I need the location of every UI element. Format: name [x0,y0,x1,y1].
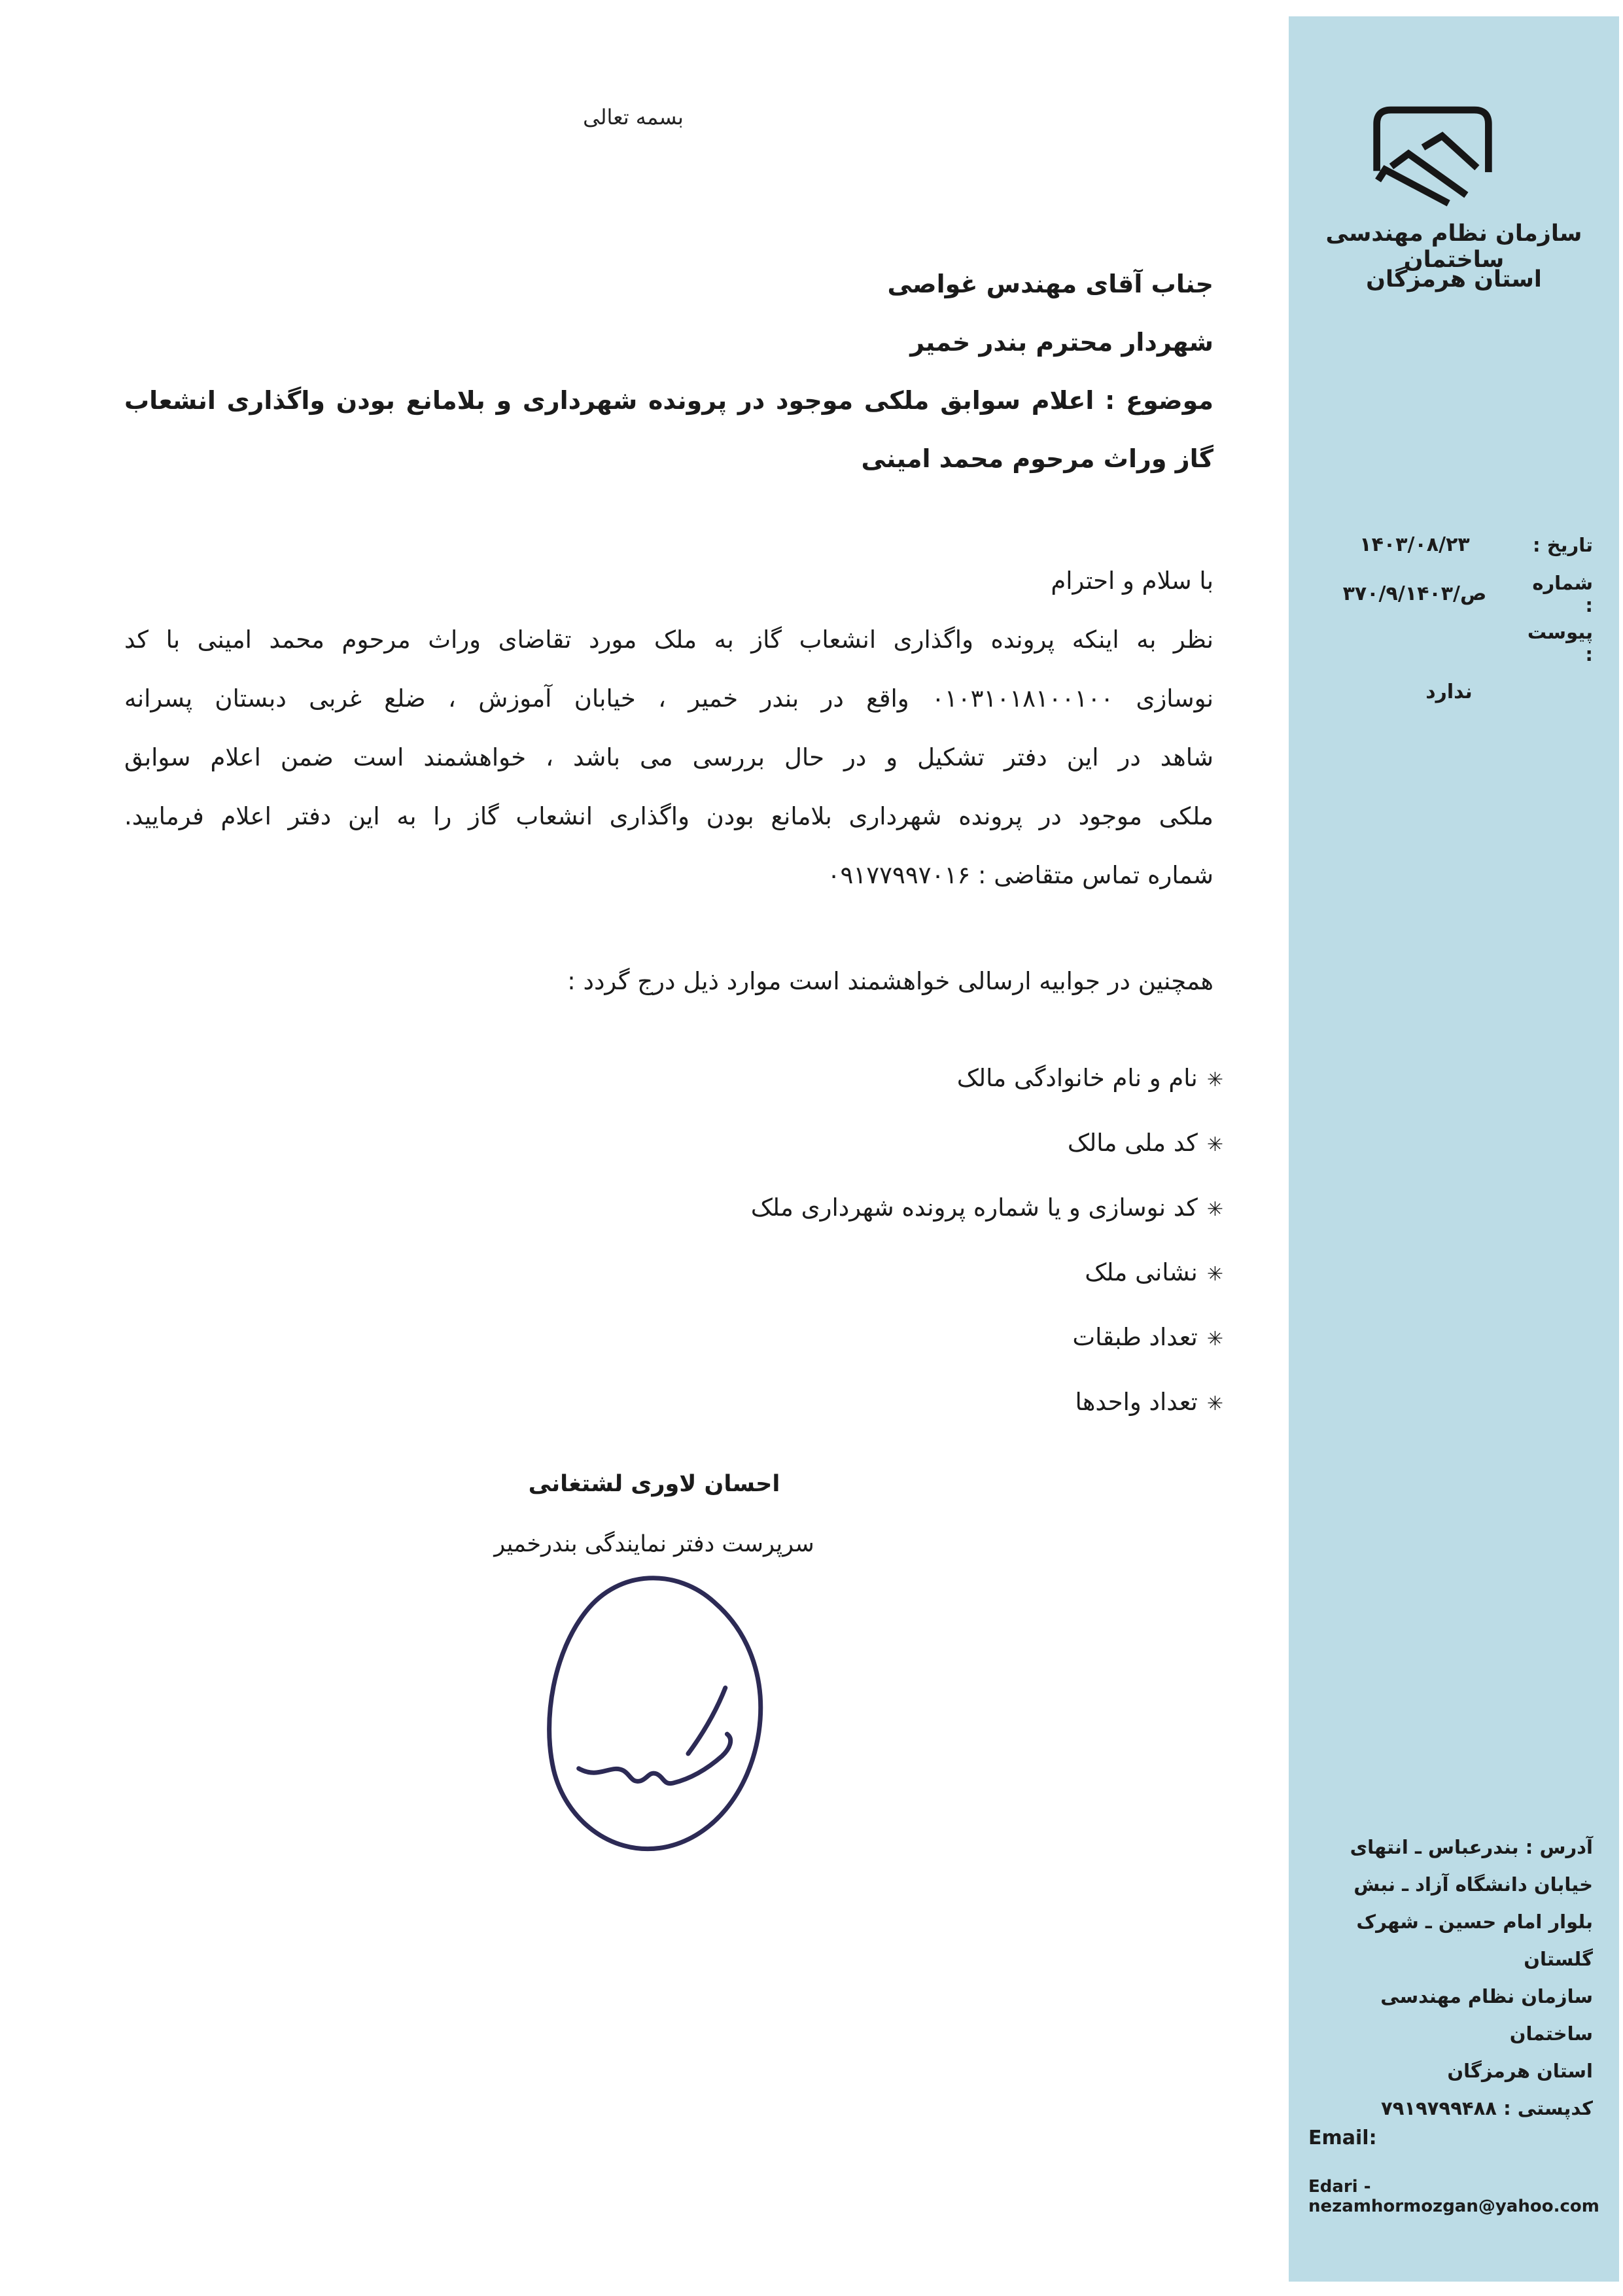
list-item [124,1371,1223,1436]
letterhead-sidebar [1289,16,1619,2282]
body-line: نوسازی ۰۱۰۳۱۰۱۸۱۰۰۱۰۰ واقع در بندر خمیر ، خیابان آموزش ، ضلع غربی دبستان پسرانه [124,684,1213,713]
email-block [1308,2127,1606,2216]
number-value: ص/۳۷۰/۹/۱۴۰۳ [1342,582,1487,605]
salutation-line: با سلام و احترام [1051,567,1213,595]
list-item [124,1112,1223,1176]
email-label: Email: [1308,2127,1377,2149]
asterisk-bullet-icon: ✳ [1206,1392,1223,1415]
besmele-heading: بسمه تعالی [583,105,684,130]
organization-province: استان هرمزگان [1366,266,1542,292]
list-item-text: کد ملی مالک [1067,1129,1198,1157]
organization-address-block [1302,1829,1593,2127]
postal-code-line: کدپستی : ۷۹۱۹۷۹۹۴۸۸ [1381,2097,1593,2119]
address-line: خیابان دانشگاه آزاد ـ نبش [1353,1873,1593,1896]
handwritten-signature [527,1557,801,1862]
asterisk-bullet-icon: ✳ [1206,1263,1223,1286]
signer-title: سرپرست دفتر نمایندگی بندرخمیر [494,1531,814,1557]
list-item [124,1241,1223,1306]
list-item-text: کد نوسازی و یا شماره پرونده شهرداری ملک [750,1193,1198,1222]
address-line: گلستان [1524,1948,1593,1970]
list-item [124,1306,1223,1371]
list-item-text: تعداد واحدها [1075,1388,1198,1416]
address-line: استان هرمزگان [1447,2060,1593,2082]
asterisk-bullet-icon: ✳ [1206,1328,1223,1351]
organization-name: سازمان نظام مهندسی ساختمان [1325,221,1582,273]
list-item-text: تعداد طبقات [1072,1323,1198,1351]
request-line [124,952,1213,1011]
email-address: Edari - nezamhormozgan@yahoo.com [1308,2177,1599,2216]
date-value: ۱۴۰۳/۰۸/۲۳ [1359,533,1470,556]
address-line: آدرس : بندرعباس ـ انتهای [1350,1836,1593,1858]
addressee-block [124,255,1213,488]
attachment-value: ندارد [1425,680,1473,703]
signature-block [366,1454,942,1574]
list-item-text: نشانی ملک [1085,1258,1198,1286]
address-line: سازمان نظام مهندسی ساختمان [1380,1985,1593,2045]
recipient-title-line: شهردار محترم بندر خمیر [910,328,1213,357]
number-label: شماره : [1532,571,1593,616]
subject-line: موضوع : اعلام سوابق ملکی موجود در پرونده شهرداری و بلامانع بودن واگذاری انشعاب [124,386,1213,415]
attachment-row [1305,618,1593,667]
list-item [124,1047,1223,1112]
address-line: بلوار امام حسین ـ شهرک [1356,1911,1593,1933]
letter-meta-fields [1305,520,1593,716]
list-item [124,1176,1223,1241]
body-line: شاهد در این دفتر تشکیل و در حال بررسی می باشد ، خواهشمند است ضمن اعلام سوابق [124,743,1213,771]
recipient-name-line: جناب آقای مهندس غواصی [887,270,1213,298]
date-row [1305,520,1593,569]
signer-name: احسان لاوری لشتغانی [528,1471,780,1497]
date-label: تاریخ : [1533,533,1593,556]
subject-continuation-line: گاز وراث مرحوم محمد امینی [861,444,1213,473]
body-line: نظر به اینکه پرونده واگذاری انشعاب گاز به ملک مورد تقاضای وراث مرحوم محمد امینی با کد [124,626,1213,654]
required-items-list [124,1047,1223,1436]
letter-paragraph [124,552,1213,905]
body-line: ملکی موجود در پرونده شهرداری بلامانع بودن واگذاری انشعاب گاز را به این دفتر اعلام فرمایید. [124,802,1213,830]
organization-logo [1369,98,1496,209]
number-row [1305,569,1593,618]
asterisk-bullet-icon: ✳ [1206,1133,1223,1156]
request-line-text: همچنین در جوابیه ارسالی خواهشمند است موارد ذیل درج گردد : [567,967,1213,995]
attachment-label: پیوست : [1527,620,1593,665]
asterisk-bullet-icon: ✳ [1206,1069,1223,1091]
list-item-text: نام و نام خانوادگی مالک [956,1064,1198,1092]
applicant-phone-line: شماره تماس متقاضی : ۰۹۱۷۷۹۹۷۰۱۶ [827,861,1213,889]
asterisk-bullet-icon: ✳ [1206,1198,1223,1221]
